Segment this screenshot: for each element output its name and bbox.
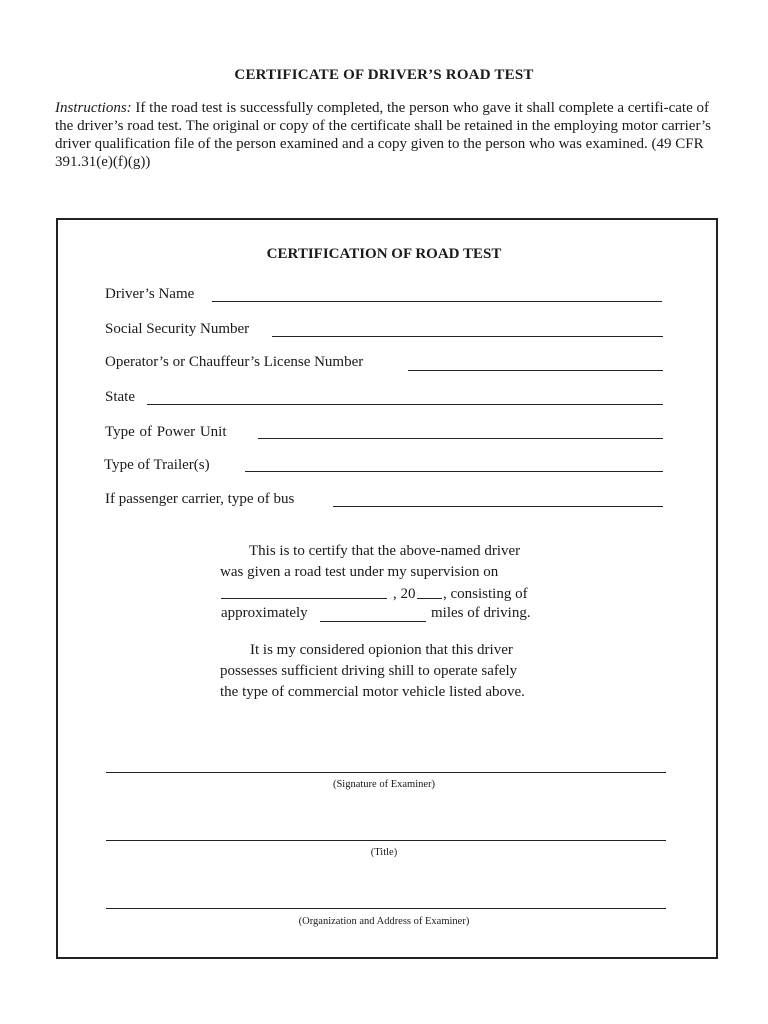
instructions-label: Instructions:	[55, 100, 132, 116]
title-caption: (Title)	[370, 847, 398, 858]
opinion-line-1: It is my considered opionion that this driver	[250, 642, 513, 658]
form-title: CERTIFICATION OF ROAD TEST	[266, 246, 502, 262]
power-unit-label: Type of Power Unit	[105, 424, 227, 440]
date-field[interactable]	[221, 598, 387, 599]
instructions-text: If the road test is successfully completed, the person who gave it shall complete a certifi-cate of the driver’s road test. The original or copy of the certificate shall be retained in the employing motor carrier’s driver qualification file of the person examined and a copy given to the person who was examined. (49 CFR 391.31(e)(f)(g))	[55, 100, 712, 170]
signature-field[interactable]	[106, 772, 666, 773]
opinion-line-2: possesses sufficient driving shill to operate safely	[220, 663, 518, 679]
bus-type-label: If passenger carrier, type of bus	[105, 491, 295, 507]
title-field[interactable]	[106, 840, 666, 841]
organization-caption: (Organization and Address of Examiner)	[298, 916, 470, 927]
ssn-field[interactable]	[272, 336, 663, 337]
miles-text: miles of driving.	[431, 605, 531, 621]
year-prefix: , 20	[393, 586, 416, 602]
opinion-line-3: the type of commercial motor vehicle listed above.	[220, 684, 525, 700]
state-field[interactable]	[147, 404, 663, 405]
certify-line-2: was given a road test under my supervision on	[220, 564, 499, 580]
ssn-label: Social Security Number	[105, 321, 250, 337]
bus-type-field[interactable]	[333, 506, 663, 507]
instructions	[55, 99, 715, 171]
organization-field[interactable]	[106, 908, 666, 909]
year-field[interactable]	[417, 598, 442, 599]
document-title: CERTIFICATE OF DRIVER’S ROAD TEST	[234, 67, 534, 83]
signature-caption: (Signature of Examiner)	[332, 779, 436, 790]
state-label: State	[105, 389, 135, 405]
consisting-text: , consisting of	[443, 586, 528, 602]
drivers-name-label: Driver’s Name	[105, 286, 195, 302]
license-number-label: Operator’s or Chauffeur’s License Number	[105, 354, 364, 370]
trailers-label: Type of Trailer(s)	[104, 457, 210, 473]
drivers-name-field[interactable]	[212, 301, 662, 302]
license-number-field[interactable]	[408, 370, 663, 371]
power-unit-field[interactable]	[258, 438, 663, 439]
approximately-text: approximately	[221, 605, 308, 621]
miles-field[interactable]	[320, 621, 426, 622]
certify-line-1: This is to certify that the above-named driver	[249, 543, 521, 559]
trailers-field[interactable]	[245, 471, 663, 472]
